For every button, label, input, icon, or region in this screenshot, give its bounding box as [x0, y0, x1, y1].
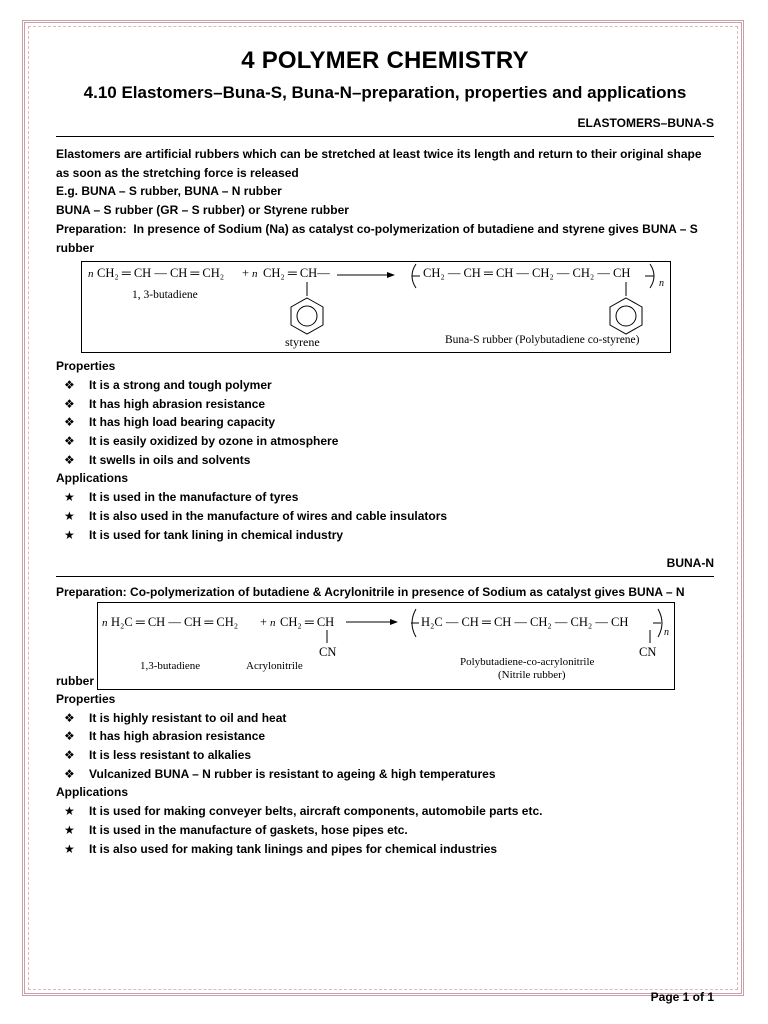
eq2-product-label-1: Polybutadiene-co-acrylonitrile	[460, 655, 595, 668]
eq2-butadiene-label: 1,3-butadiene	[140, 659, 201, 672]
page-subtitle: 4.10 Elastomers–Buna-S, Buna-N–preparation, properties and applications	[83, 83, 687, 102]
list-item: ★ It is used for tank lining in chemical industry	[56, 526, 714, 545]
buna-s-equation	[81, 261, 671, 353]
prep-text: Co-polymerization of butadiene & Acrylonitrile in presence of Sodium as catalyst gives BUNA – N	[130, 585, 685, 600]
list-item: ★ It is used in the manufacture of tyres	[56, 488, 714, 507]
buna-n-applications-list	[56, 802, 714, 858]
buna-s-properties-heading: Properties	[56, 359, 116, 374]
eq1-product-n: n	[659, 278, 664, 290]
example-line: E.g. BUNA – S rubber, BUNA – N rubber	[56, 184, 282, 199]
star-icon: ★	[64, 841, 75, 856]
eq1-product-formula: CH₂ — CH ═ CH — CH₂ — CH₂ — CH	[423, 266, 631, 281]
list-item: ❖ It has high load bearing capacity	[56, 413, 714, 432]
list-item: ❖ It is a strong and tough polymer	[56, 376, 714, 395]
diamond-cluster-icon: ❖	[64, 748, 75, 763]
buna-s-applications-heading: Applications	[56, 471, 129, 486]
eq2-plus: +	[260, 614, 268, 629]
diamond-cluster-icon: ❖	[64, 766, 75, 781]
eq2-product-cn: CN	[639, 644, 657, 659]
star-icon: ★	[64, 822, 75, 837]
diamond-cluster-icon: ❖	[64, 434, 75, 449]
diamond-cluster-icon: ❖	[64, 396, 75, 411]
list-item: ★ It is also used in the manufacture of wires and cable insulators	[56, 507, 714, 526]
reaction-arrow-head	[390, 619, 398, 625]
intro-line-1: Elastomers are artificial rubbers which can be stretched at least twice its length and return to their original shape	[56, 147, 702, 161]
buna-s-subheading: BUNA – S rubber (GR – S rubber) or Styrene rubber	[56, 203, 349, 218]
benzene-ring-icon	[291, 298, 323, 334]
reaction-arrow-head	[387, 272, 395, 278]
buna-s-applications-list	[56, 488, 714, 544]
diamond-cluster-icon: ❖	[64, 710, 75, 725]
eq1-styrene-label: styrene	[285, 335, 320, 350]
eq2-butadiene-formula: H₂C ═ CH — CH ═ CH₂	[111, 614, 239, 629]
eq2-cn: CN	[319, 644, 337, 659]
list-item: ❖ It is less resistant to alkalies	[56, 746, 714, 765]
eq1-styrene-formula: CH₂ ═ CH—	[263, 266, 330, 281]
eq2-acrylo-label: Acrylonitrile	[246, 659, 303, 672]
eq1-butadiene-formula: CH₂ ═ CH — CH ═ CH₂	[97, 266, 225, 281]
eq2-product-formula: H₂C — CH ═ CH — CH₂ — CH₂ — CH	[421, 614, 629, 629]
list-item: ★ It is used for making conveyer belts, aircraft components, automobile parts etc.	[56, 802, 714, 821]
eq2-product-n: n	[664, 626, 669, 638]
eq1-n2: n	[252, 268, 258, 281]
prep-label: Preparation:	[56, 585, 127, 600]
intro-line-2: as soon as the stretching force is released	[56, 165, 299, 180]
eq2-n2: n	[270, 616, 276, 629]
prep-text: In presence of Sodium (Na) as catalyst co-polymerization of butadiene and styrene gives BUNA – S	[133, 221, 698, 236]
buna-s-preparation-cont: rubber	[56, 240, 95, 255]
eq1-n1: n	[88, 268, 94, 281]
star-icon: ★	[64, 508, 75, 523]
star-icon: ★	[64, 527, 75, 542]
eq2-acrylo-formula: CH₂ ═ CH	[280, 614, 335, 629]
page-title: 4 POLYMER CHEMISTRY	[241, 47, 529, 74]
page-number: Page 1 of 1	[650, 990, 714, 1004]
buna-n-applications-heading: Applications	[56, 785, 129, 800]
buna-n-equation	[97, 602, 675, 690]
benzene-ring-icon	[616, 306, 636, 326]
list-item: ★ It is used in the manufacture of gaskets, hose pipes etc.	[56, 821, 714, 840]
eq1-plus: +	[242, 266, 250, 281]
buna-n-properties-list	[56, 709, 714, 784]
document-page	[56, 44, 714, 858]
diamond-cluster-icon: ❖	[64, 415, 75, 430]
star-icon: ★	[64, 490, 75, 505]
diamond-cluster-icon: ❖	[64, 452, 75, 467]
buna-n-preparation-cont: rubber	[56, 673, 95, 688]
section-heading-buna-s: ELASTOMERS–BUNA-S	[56, 114, 714, 137]
star-icon: ★	[64, 804, 75, 819]
benzene-ring-icon	[297, 306, 317, 326]
buna-s-preparation	[56, 220, 714, 239]
list-item: ❖ It has high abrasion resistance	[56, 395, 714, 414]
list-item: ❖ It swells in oils and solvents	[56, 451, 714, 470]
eq1-butadiene-label: 1, 3-butadiene	[132, 289, 198, 302]
list-item: ❖ It is highly resistant to oil and heat	[56, 709, 714, 728]
prep-label: Preparation:	[56, 221, 127, 236]
buna-n-equation-figure	[98, 603, 674, 689]
list-item: ❖ It is easily oxidized by ozone in atmosphere	[56, 432, 714, 451]
eq1-product-label: Buna-S rubber (Polybutadiene co-styrene)	[445, 334, 640, 347]
benzene-ring-icon	[610, 298, 642, 334]
buna-s-properties-list	[56, 376, 714, 470]
diamond-cluster-icon: ❖	[64, 729, 75, 744]
list-item: ★ It is also used for making tank linings and pipes for chemical industries	[56, 840, 714, 859]
list-item: ❖ Vulcanized BUNA – N rubber is resistant to ageing & high temperatures	[56, 765, 714, 784]
list-item: ❖ It has high abrasion resistance	[56, 727, 714, 746]
buna-n-properties-heading: Properties	[56, 691, 116, 706]
section-heading-buna-n: BUNA-N	[56, 554, 714, 577]
buna-n-preparation	[56, 583, 714, 602]
eq2-n1: n	[102, 616, 108, 629]
buna-s-equation-figure	[82, 262, 670, 352]
eq2-product-label-2: (Nitrile rubber)	[498, 668, 566, 681]
diamond-cluster-icon: ❖	[64, 377, 75, 392]
